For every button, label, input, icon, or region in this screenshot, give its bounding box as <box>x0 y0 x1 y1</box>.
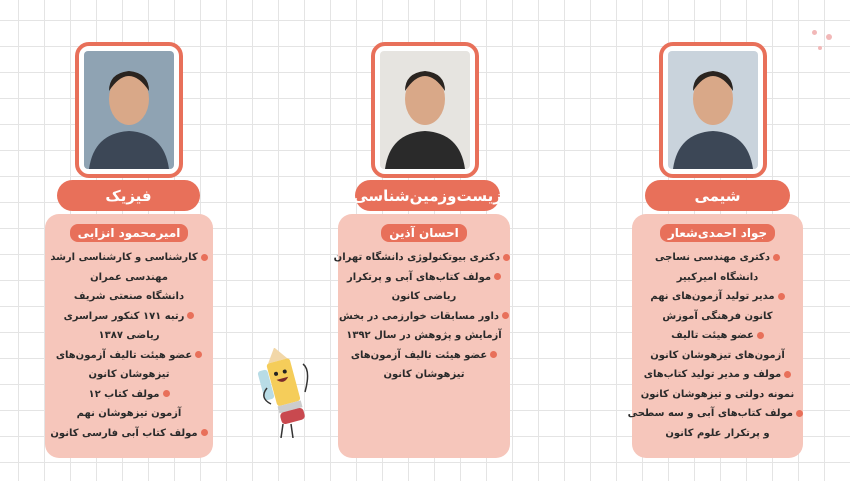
credential-line: مولف کتاب‌های آبی و سه سطحی <box>627 408 793 419</box>
credential-item <box>632 326 803 365</box>
bullet-icon <box>757 332 764 339</box>
credential-line: مولف کتاب ۱۲ <box>88 388 160 400</box>
credential-item <box>632 287 803 326</box>
credential-item <box>627 404 803 443</box>
bullet-icon <box>195 351 202 358</box>
decorative-dots <box>810 28 840 58</box>
bullet-icon <box>784 371 791 378</box>
credential-item <box>333 248 510 268</box>
credential-line: عضو هیئت تالیف آزمون‌های <box>55 349 193 361</box>
credential-line: آزمون‌های تیزهوشان کانون <box>650 349 785 361</box>
subject-label: زیست‌وزمین‌شناسی <box>355 180 500 211</box>
credential-item <box>632 248 803 287</box>
teacher-name: احسان آذین <box>381 224 466 242</box>
bullet-icon <box>163 390 170 397</box>
credential-item <box>45 248 213 307</box>
credential-line: مولف کتاب‌های آبی و پرتکرار <box>346 271 492 283</box>
credential-line: تیزهوشان کانون <box>88 369 170 380</box>
credential-line: ریاضی ۱۳۸۷ <box>98 330 160 341</box>
bullet-icon <box>502 312 509 319</box>
credential-line: تیزهوشان کانون <box>383 369 465 380</box>
pencil-mascot-illustration <box>255 348 325 438</box>
credential-item <box>338 307 510 346</box>
teacher-name: جواد احمدی‌شعار <box>660 224 775 242</box>
credential-line: ریاضی کانون <box>391 291 457 302</box>
credential-item <box>45 346 213 385</box>
bullet-icon <box>796 410 803 417</box>
credential-line: کانون فرهنگی آموزش <box>662 310 773 322</box>
credential-line: آزمون تیزهوشان نهم <box>76 408 182 419</box>
teacher-card <box>45 214 213 458</box>
credential-line: مولف و مدیر تولید کتاب‌های <box>643 369 782 380</box>
bullet-icon <box>201 429 208 436</box>
credential-line: عضو هیئت تالیف <box>671 330 754 341</box>
credential-line: مهندسی عمران <box>90 271 168 283</box>
credential-line: آزمایش و پژوهش در سال ۱۳۹۲ <box>346 330 502 341</box>
credential-item <box>632 365 803 404</box>
teacher-photo <box>75 42 183 178</box>
credential-item <box>45 307 213 346</box>
credential-line: رتبه ۱۷۱ کنکور سراسری <box>63 310 185 322</box>
bullet-icon <box>201 254 208 261</box>
bullet-icon <box>494 273 501 280</box>
credential-item <box>338 346 510 385</box>
credential-line: نمونه دولتی و تیزهوشان کانون <box>640 388 795 400</box>
teacher-name: امیرمحمود انزابی <box>70 224 189 242</box>
credential-line: و پرتکرار علوم کانون <box>665 427 770 439</box>
bullet-icon <box>490 351 497 358</box>
bullet-icon <box>503 254 510 261</box>
credential-item <box>45 385 213 424</box>
credential-line: دانشگاه امیرکبیر <box>676 271 759 283</box>
credential-line: مولف کتاب آبی فارسی کانون <box>50 427 198 439</box>
teacher-card <box>333 214 510 458</box>
bullet-icon <box>778 293 785 300</box>
credential-line: مدیر تولید آزمون‌های نهم <box>650 291 775 302</box>
subject-label: شیمی <box>645 180 790 211</box>
credential-line: دکتری مهندسی نساجی <box>655 252 770 263</box>
teacher-photo <box>371 42 479 178</box>
credential-line: کارشناسی و کارشناسی ارشد <box>50 252 198 263</box>
bullet-icon <box>187 312 194 319</box>
teacher-card <box>627 214 803 458</box>
credential-line: دکتری بیوتکنولوژی دانشگاه تهران <box>333 252 500 263</box>
credential-item <box>338 268 510 307</box>
credential-line: عضو هیئت تالیف آزمون‌های <box>350 349 488 361</box>
credential-line: داور مسابقات خوارزمی در بخش <box>338 310 500 322</box>
teacher-photo <box>659 42 767 178</box>
subject-label: فیزیک <box>57 180 200 211</box>
bullet-icon <box>773 254 780 261</box>
credential-item <box>45 424 213 444</box>
credential-line: دانشگاه صنعتی شریف <box>73 291 185 302</box>
